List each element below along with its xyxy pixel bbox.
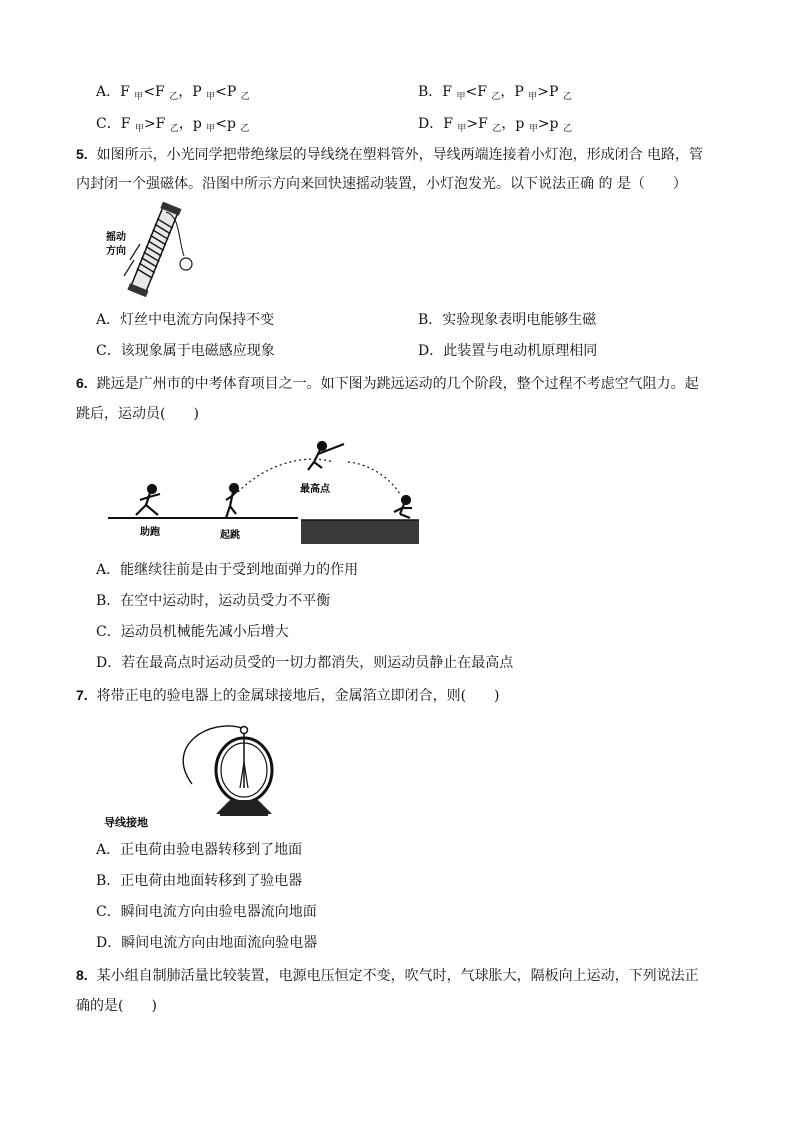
- q5-shaking-tube-figure: [100, 198, 205, 303]
- q5-option-a: A．灯丝中电流方向保持不变: [96, 312, 275, 328]
- q5-stem-line2: 内封闭一个强磁体。沿图中所示方向来回快速摇动装置，小灯泡发光。以下说法正确 的 是（ ）: [76, 176, 687, 192]
- q6-long-jump-figure: [108, 434, 420, 546]
- q7-figure-label: 导线接地: [104, 817, 148, 829]
- q6-number: 6.: [76, 375, 88, 391]
- q6-option-a: A．能继续往前是由于受到地面弹力的作用: [96, 562, 359, 578]
- q6-option-d: D．若在最高点时运动员受的一切力都消失，则运动员静止在最高点: [96, 655, 514, 671]
- q6-runner-icon: [136, 485, 160, 515]
- q6-sand-pit: [301, 520, 419, 544]
- q4-option-d: D．F $_甲$>F $_乙$，p $_甲$>p $_乙$: [418, 116, 572, 134]
- q5-option-c: C．该现象属于电磁感应现象: [96, 343, 275, 359]
- q5-option-d: D．此装置与电动机原理相同: [418, 343, 598, 359]
- q6-option-c: C．运动员机械能先减小后增大: [96, 624, 289, 640]
- q7-option-c: C．瞬间电流方向由验电器流向地面: [96, 904, 317, 920]
- q7-metal-ball: [241, 727, 248, 734]
- q8-number: 8.: [76, 967, 88, 983]
- q6-trajectory-fall: [348, 462, 400, 494]
- q5-stem-line1: 5. 如图所示，小光同学把带绝缘层的导线绕在塑料管外，导线两端连接着小灯泡，形成闭合 电路，管: [76, 146, 704, 163]
- q6-stem-line1: 6. 跳远是广州市的中考体育项目之一。如下图为跳远运动的几个阶段，整个过程不考虑空气阻力。起: [76, 375, 699, 392]
- q6-option-b: B．在空中运动时，运动员受力不平衡: [96, 593, 331, 609]
- q7-option-b: B．正电荷由地面转移到了验电器: [96, 873, 303, 889]
- q5-direction-arrow-down: [124, 260, 134, 276]
- q5-figure-label-1: 摇动: [106, 232, 126, 243]
- q4-option-b: B．F $_甲$<F $_乙$，P $_甲$>P $_乙$: [418, 84, 572, 102]
- q7-base: [216, 800, 272, 814]
- q6-takeoff-icon: [226, 484, 238, 518]
- q4-option-c: C．F $_甲$>F $_乙$，p $_甲$<p $_乙$: [96, 116, 250, 134]
- q4-option-a: A．F $_甲$<F $_乙$，P $_甲$<P $_乙$: [96, 84, 250, 102]
- q5-option-b: B．实验现象表明电能够生磁: [418, 312, 597, 328]
- q5-plastic-tube: [127, 202, 181, 298]
- q7-option-d: D．瞬间电流方向由地面流向验电器: [96, 935, 318, 951]
- q6-peak-jumper-icon: [308, 442, 344, 470]
- q7-option-a: A．正电荷由验电器转移到了地面: [96, 842, 303, 858]
- q8-stem-line2: 确的是( ): [76, 998, 157, 1014]
- q5-figure-label-2: 方向: [106, 246, 126, 257]
- q7-electroscope-figure: [104, 716, 290, 830]
- q7-number: 7.: [76, 687, 88, 703]
- q6-label-run: 助跑: [140, 527, 160, 538]
- q5-direction-arrow-up: [130, 244, 140, 260]
- q7-ground-wire: [183, 726, 242, 784]
- q6-label-peak: 最高点: [300, 484, 330, 495]
- q7-stem-line1: 7. 将带正电的验电器上的金属球接地后，金属箔立即闭合，则( ): [76, 687, 500, 704]
- q6-landing-jumper-icon: [394, 496, 412, 518]
- q5-bulb-icon: [180, 258, 192, 270]
- q6-label-takeoff: 起跳: [220, 530, 240, 541]
- q8-stem-line1: 8. 某小组自制肺活量比较装置，电源电压恒定不变，吹气时，气球胀大，隔板向上运动，下列说法正: [76, 967, 699, 984]
- q5-number: 5.: [76, 146, 88, 162]
- q6-stem-line2: 跳后，运动员( ): [76, 406, 199, 422]
